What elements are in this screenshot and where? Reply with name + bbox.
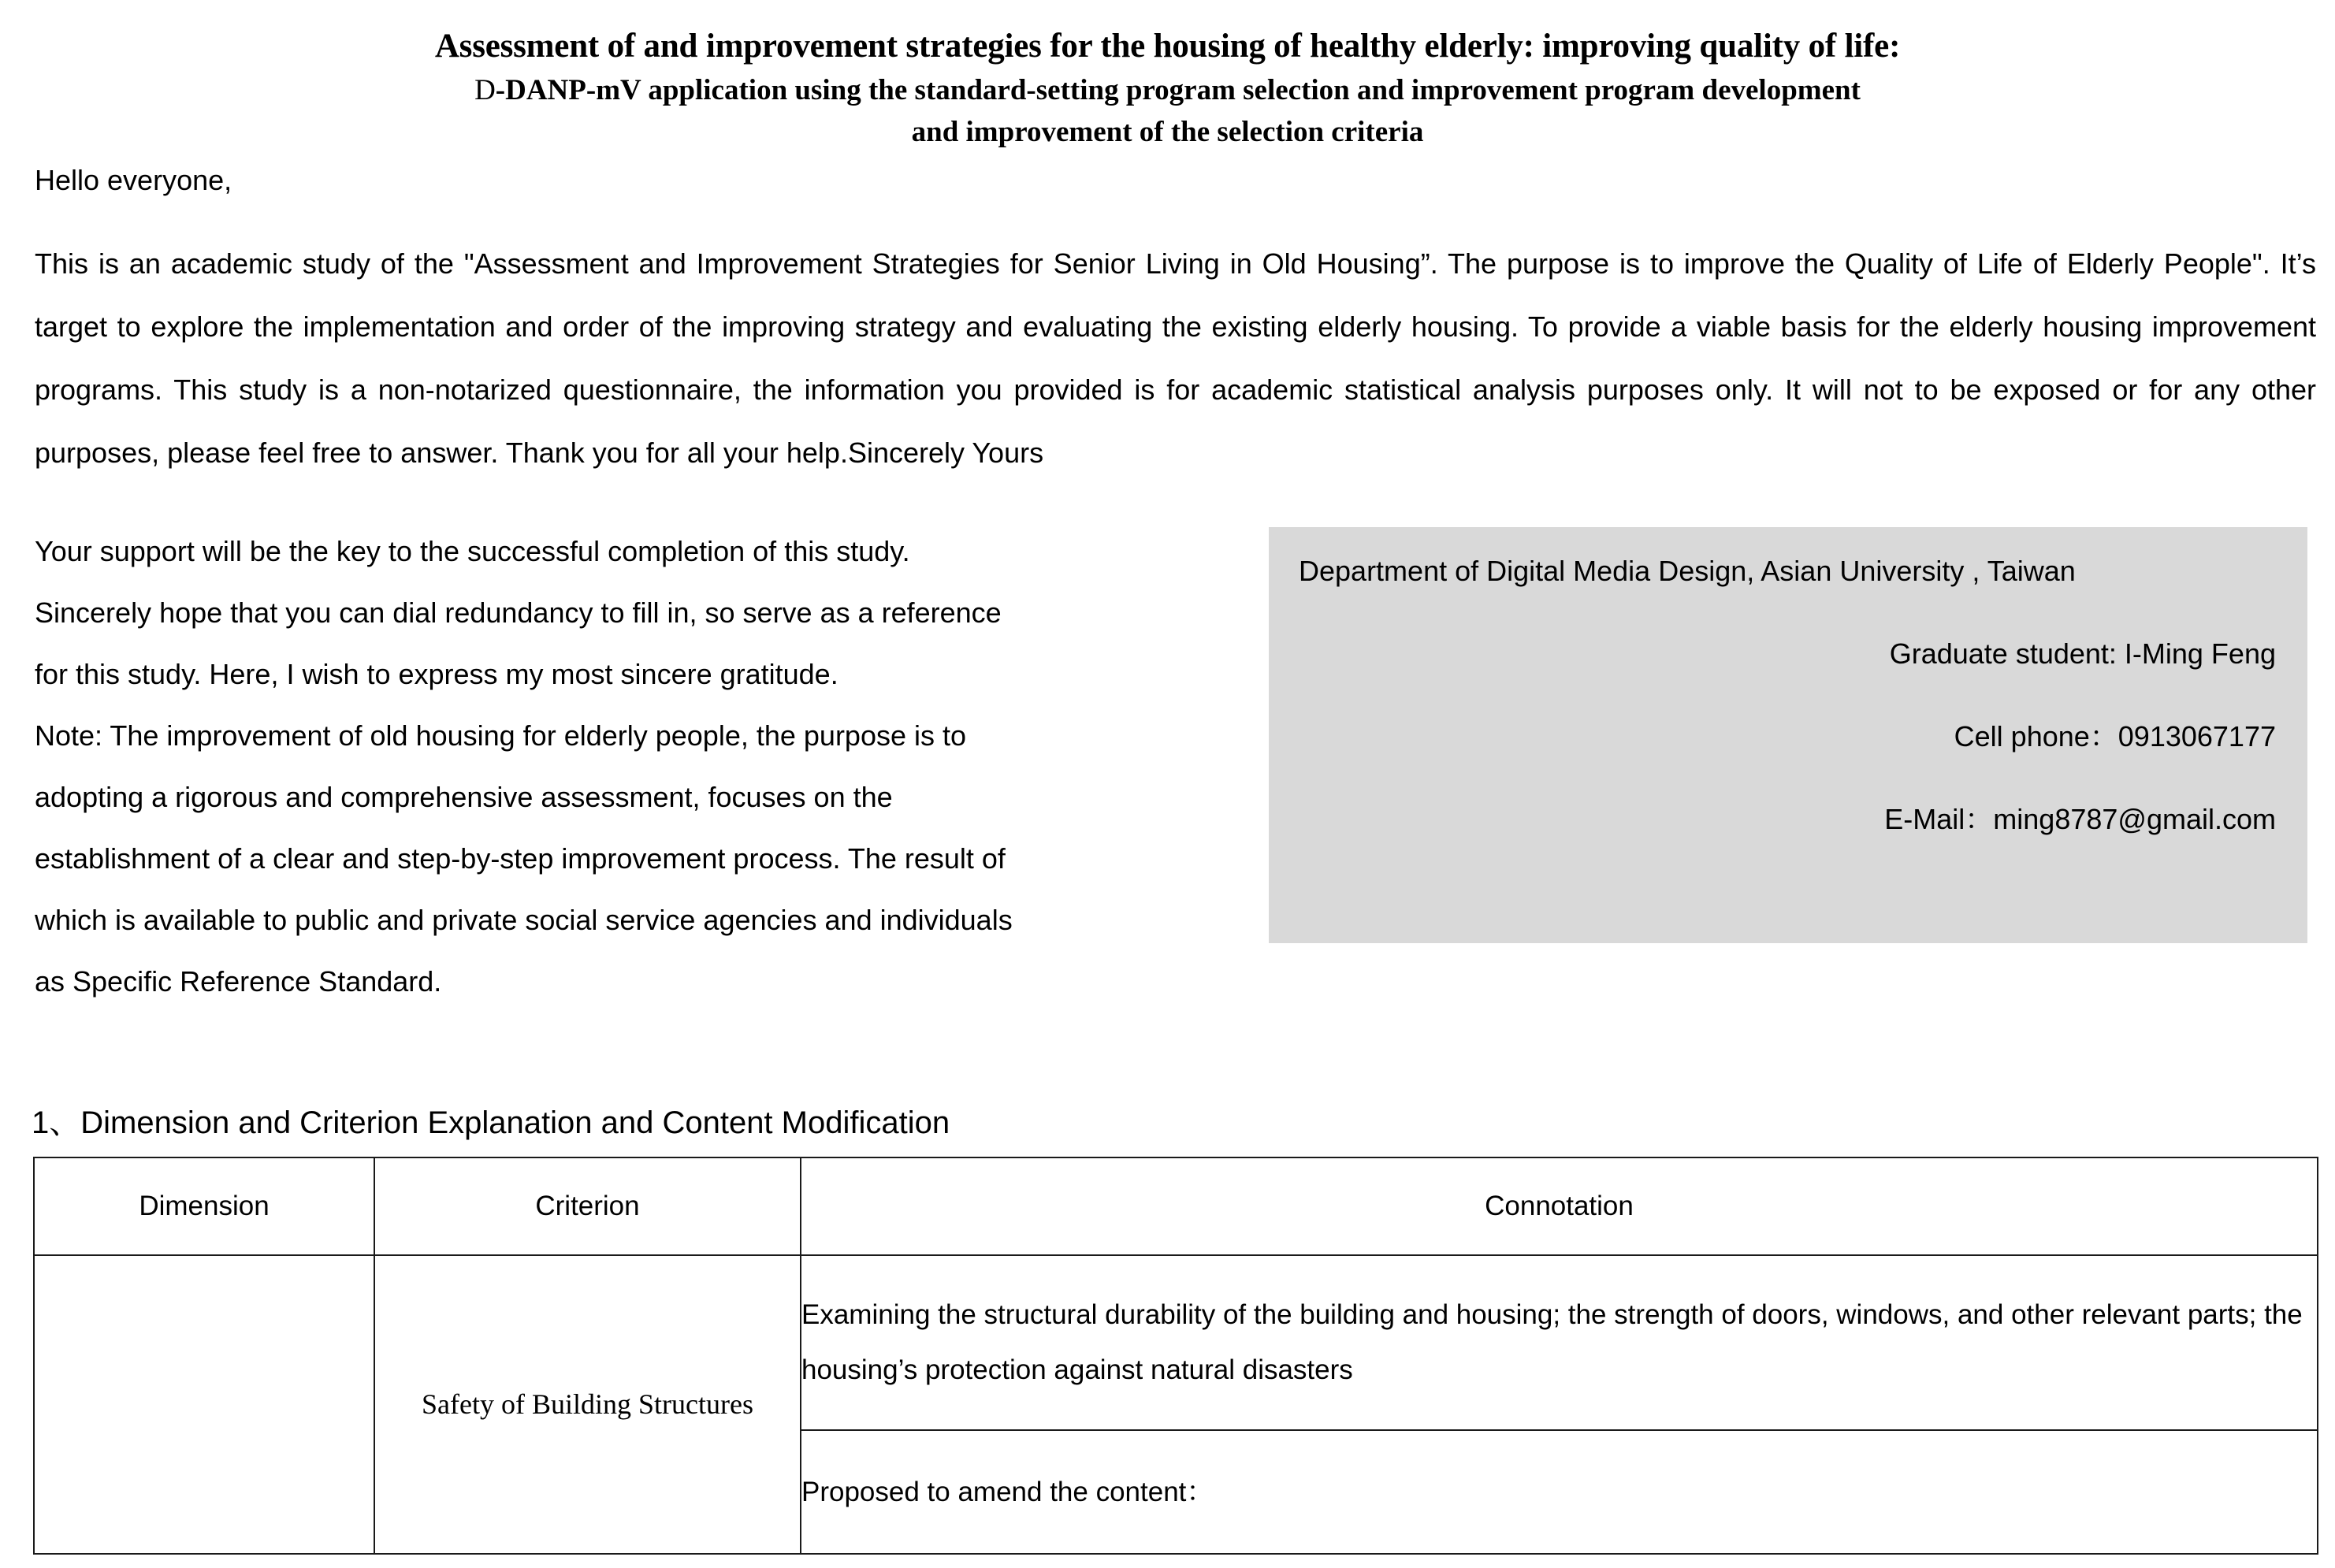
cell-dimension [34, 1255, 374, 1554]
contact-email: E-Mail：ming8787@gmail.com [1884, 802, 2276, 835]
contact-info-box [1269, 527, 2307, 943]
support-line-2: Sincerely hope that you can dial redundancy to fill in, so serve as a reference [35, 596, 1002, 629]
contact-spacer-2 [1299, 668, 2276, 723]
contact-spacer-3 [1299, 751, 2276, 805]
table-body [34, 1255, 2318, 1554]
criteria-table [33, 1157, 2318, 1555]
contact-spacer-1 [1299, 585, 2276, 640]
table-header-row [34, 1157, 2318, 1255]
support-line-1: Your support will be the key to the successful completion of this study. [35, 534, 910, 567]
subtitle-line-1 [0, 69, 2335, 112]
support-text-column [35, 521, 1264, 1013]
subtitle-line-2: and improvement of the selection criteria [911, 116, 1424, 149]
table-header-dimension: Dimension [34, 1157, 374, 1255]
note-line-1: Note: The improvement of old housing for elderly people, the purpose is to [35, 719, 967, 752]
greeting-text: Hello everyone, [35, 163, 232, 196]
table-row [34, 1255, 2318, 1430]
contact-department: Department of Digital Media Design, Asian University , Taiwan [1299, 554, 2076, 587]
table-header-connotation: Connotation [801, 1157, 2318, 1255]
support-line-3: for this study. Here, I wish to express my most sincere gratitude. [35, 657, 838, 690]
page-title: Assessment of and improvement strategies for the housing of healthy elderly: improving quality of life: [434, 28, 1901, 65]
contact-phone: Cell phone：0913067177 [1954, 719, 2276, 752]
cell-criterion: Safety of Building Structures [374, 1255, 801, 1554]
intro-paragraph: This is an academic study of the "Assessment and Improvement Strategies for Senior Living in Old Housing”. The purpose is to improve the Quality of Life of Elderly People". It’s target to explore the implementation and order of the improving strategy and evaluating the existing elderly housing. To provide a viable basis for the elderly housing improvement programs. This study is a non-notarized questionnaire, the information you provided is for academic statistical analysis purposes only. It will not to be exposed or for any other purposes, please feel free to answer. Thank you for all your help.Sincerely Yours [35, 247, 2316, 469]
document-title-block [0, 0, 2335, 154]
note-line-4: which is available to public and private social service agencies and individuals [35, 903, 1013, 936]
table-header-criterion: Criterion [374, 1157, 801, 1255]
subtitle-rest: -DANP-mV application using the standard-setting program selection and improvement program development [495, 73, 1861, 106]
note-line-5: as Specific Reference Standard. [35, 964, 442, 998]
cell-amend-prompt: Proposed to amend the content： [801, 1430, 2318, 1554]
section-heading: 1、Dimension and Criterion Explanation and Content Modification [32, 1105, 950, 1140]
support-and-contact-band [0, 521, 2335, 1009]
contact-student: Graduate student: I-Ming Feng [1889, 637, 2276, 670]
note-line-3: establishment of a clear and step-by-step improvement process. The result of [35, 842, 1006, 875]
cell-connotation: Examining the structural durability of the building and housing; the strength of doors, windows, and other relevant parts; the housing’s protection against natural disasters [801, 1255, 2318, 1430]
body-text-region [0, 163, 2335, 485]
subtitle-lead-letter: D [474, 73, 496, 106]
table-header [34, 1157, 2318, 1255]
note-line-2: adopting a rigorous and comprehensive assessment, focuses on the [35, 780, 893, 813]
